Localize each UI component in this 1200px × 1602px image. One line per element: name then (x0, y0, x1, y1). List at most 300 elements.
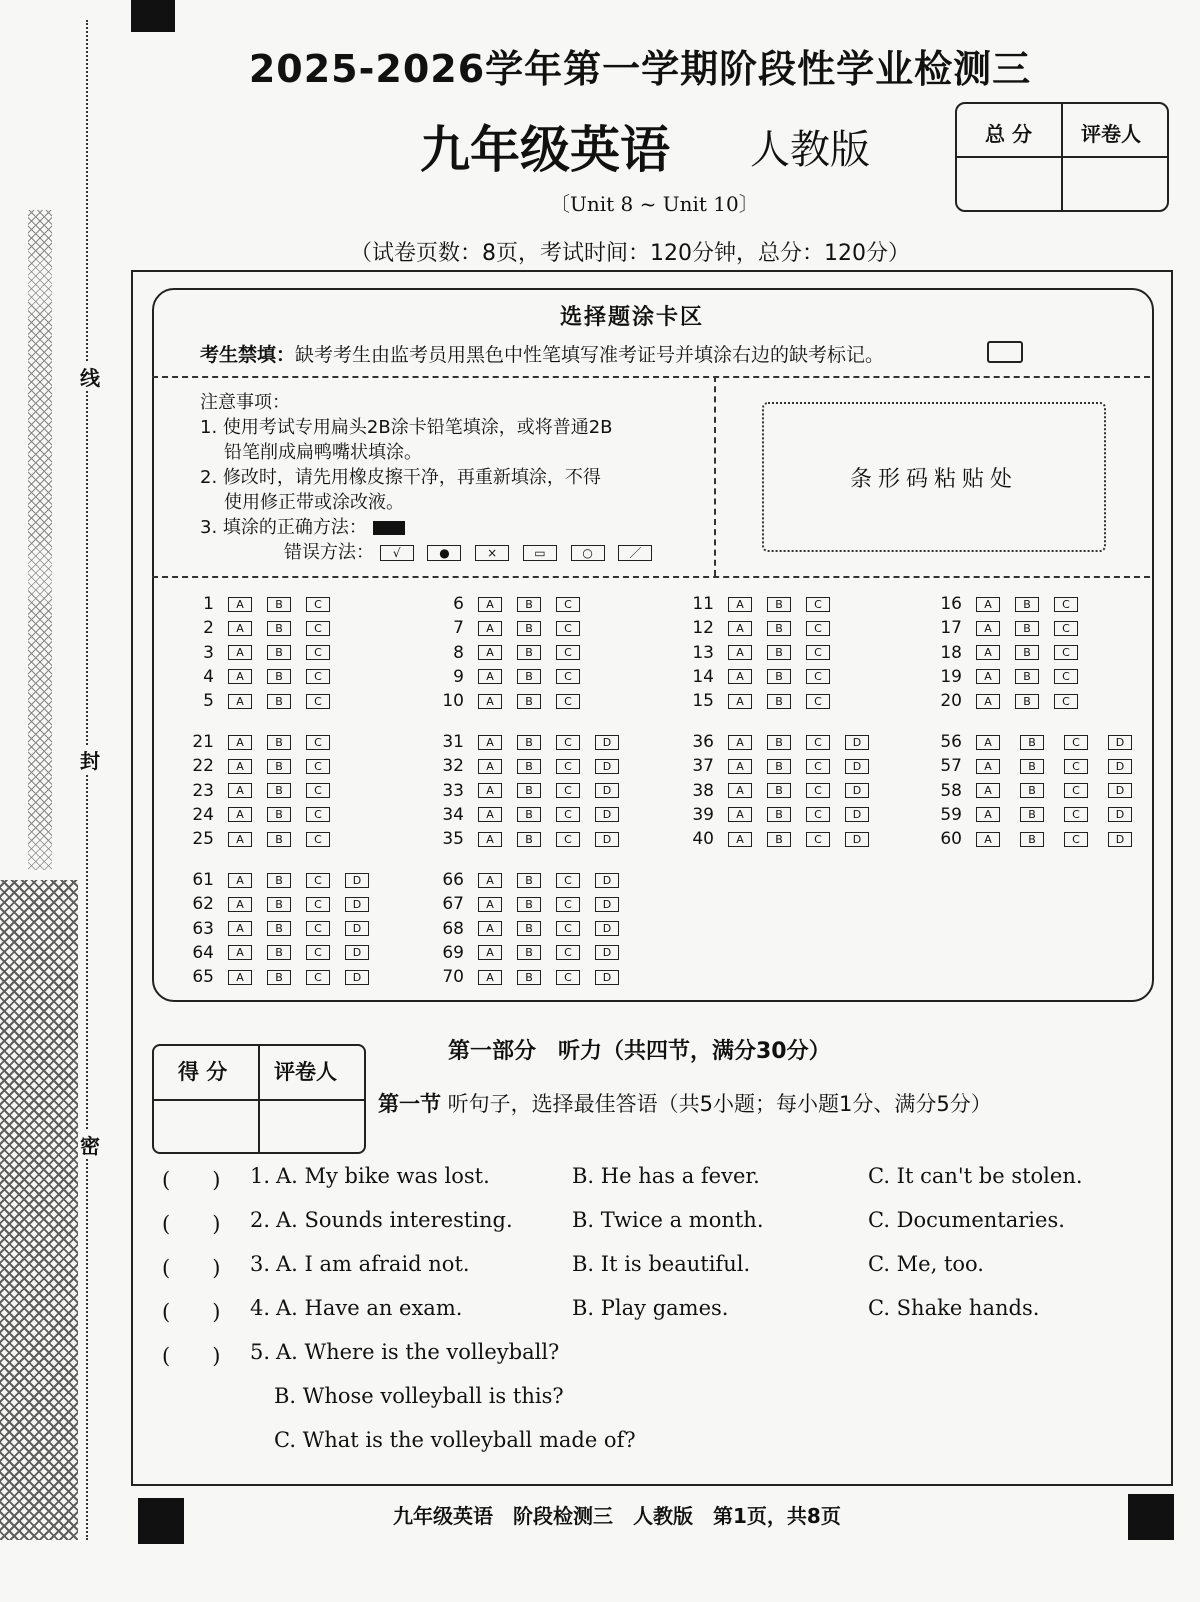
binding-zigzag (28, 210, 52, 870)
option-bubble-c[interactable]: C (1064, 735, 1088, 750)
option-bubble-a[interactable]: A (228, 945, 252, 960)
note-line: 1. 使用考试专用扁头2B涂卡铅笔填涂，或将普通2B (200, 417, 613, 438)
answer-row (190, 730, 345, 754)
grader-label: 评卷人 (1081, 122, 1141, 146)
option-bubble-c[interactable]: C (556, 735, 580, 750)
answer-row (938, 803, 1152, 827)
answer-row-number: 66 (442, 870, 464, 890)
option-bubble-a[interactable]: A (228, 645, 252, 660)
option-bubble-b[interactable]: B (267, 807, 291, 822)
answer-row-number: 22 (192, 756, 214, 777)
option-bubble-d[interactable]: D (595, 832, 619, 847)
option-bubble-a[interactable]: A (478, 735, 502, 750)
option-bubble-a[interactable]: A (976, 597, 1000, 612)
option-bubble-a[interactable]: A (728, 807, 752, 822)
answer-row (440, 665, 595, 689)
option-bubble-a[interactable]: A (228, 832, 252, 847)
option-bubble-b[interactable]: B (517, 873, 541, 888)
answer-row (190, 892, 384, 916)
option-bubble-d[interactable]: D (345, 921, 369, 936)
option-bubble-b[interactable]: B (267, 759, 291, 774)
option-bubble-b[interactable]: B (517, 970, 541, 985)
option-bubble-b[interactable]: B (517, 645, 541, 660)
option-bubble-c[interactable]: C (806, 735, 830, 750)
option-bubble-a[interactable]: A (976, 759, 1000, 774)
part1-title: 第一部分 听力（共四节，满分30分） (448, 1039, 831, 1064)
option-bubble-b[interactable]: B (267, 735, 291, 750)
absent-mark-box[interactable] (987, 341, 1023, 363)
answer-row (440, 941, 634, 965)
answer-row-number: 14 (692, 666, 714, 687)
option-bubble-a[interactable]: A (478, 597, 502, 612)
option-bubble-c[interactable]: C (806, 597, 830, 612)
option-bubble-d[interactable]: D (845, 735, 869, 750)
divider (152, 576, 1150, 578)
option-bubble-c[interactable]: C (306, 621, 330, 636)
answer-row-number: 24 (192, 804, 214, 825)
option-bubble-c[interactable]: C (1054, 597, 1078, 612)
option-bubble-a[interactable]: A (228, 621, 252, 636)
option-bubble-d[interactable]: D (845, 832, 869, 847)
option-bubble-a[interactable]: A (478, 669, 502, 684)
option-bubble-b[interactable]: B (1015, 669, 1039, 684)
option-bubble-a[interactable]: A (478, 921, 502, 936)
answer-row-number: 21 (192, 732, 214, 752)
option-bubble-c[interactable]: C (556, 597, 580, 612)
option-bubble-b[interactable]: B (267, 873, 291, 888)
answer-row-number: 2 (203, 618, 214, 639)
option-bubble-a[interactable]: A (728, 832, 752, 847)
option-bubble-c[interactable]: C (556, 783, 580, 798)
answer-row (938, 616, 1093, 640)
option-bubble-b[interactable]: B (517, 807, 541, 822)
answer-row (190, 941, 384, 965)
answer-row-number: 63 (192, 918, 214, 939)
margin-line-char: 线 (80, 362, 100, 391)
option-bubble-b[interactable]: B (517, 783, 541, 798)
option-bubble-b[interactable]: B (517, 669, 541, 684)
option-bubble-c[interactable]: C (306, 873, 330, 888)
option-bubble-a[interactable]: A (228, 921, 252, 936)
part1-grade-box (152, 1044, 366, 1154)
answer-row (690, 827, 884, 851)
option-bubble-a[interactable]: A (228, 783, 252, 798)
note-line: 铅笔削成扁鸭嘴状填涂。 (224, 442, 422, 463)
option-bubble-d[interactable]: D (595, 783, 619, 798)
option-bubble-b[interactable]: B (1015, 645, 1039, 660)
option-bubble-a[interactable]: A (976, 645, 1000, 660)
option-bubble-b[interactable]: B (517, 832, 541, 847)
total-score-box (955, 102, 1169, 212)
binding-dotted-line (86, 20, 88, 1540)
answer-row-number: 59 (940, 804, 962, 825)
answer-row (190, 689, 345, 713)
option-c: C. What is the volleyball made of? (274, 1428, 636, 1452)
answer-row (190, 665, 345, 689)
exam-title: 2025-2026学年第一学期阶段性学业检测三 (248, 47, 1032, 91)
answer-row-number: 38 (692, 780, 714, 801)
option-bubble-c[interactable]: C (1054, 645, 1078, 660)
answer-row-number: 69 (442, 942, 464, 963)
option-bubble-d[interactable]: D (595, 970, 619, 985)
total-score-label: 总 分 (985, 122, 1032, 146)
note-line: 使用修正带或涂改液。 (224, 492, 404, 513)
option-bubble-c[interactable]: C (1064, 807, 1088, 822)
option-bubble-c[interactable]: C (556, 970, 580, 985)
answer-row (190, 592, 345, 616)
option-bubble-c[interactable]: C (806, 783, 830, 798)
option-bubble-d[interactable]: D (595, 921, 619, 936)
option-bubble-b[interactable]: B (517, 759, 541, 774)
option-bubble-c[interactable]: C (556, 621, 580, 636)
answer-row (440, 754, 634, 778)
answer-row-number: 8 (453, 642, 464, 663)
option-bubble-a[interactable]: A (728, 645, 752, 660)
option-bubble-d[interactable]: D (345, 897, 369, 912)
option-bubble-a[interactable]: A (228, 669, 252, 684)
option-bubble-b[interactable]: B (767, 669, 791, 684)
option-bubble-c[interactable]: C (806, 621, 830, 636)
correct-fill-icon (373, 521, 405, 535)
option-bubble-a[interactable]: A (728, 621, 752, 636)
answer-parenthesis[interactable]: ( ) (162, 1344, 221, 1368)
answer-row (190, 917, 384, 941)
answer-row-number: 57 (940, 756, 962, 777)
option-bubble-b[interactable]: B (267, 597, 291, 612)
option-bubble-d[interactable]: D (345, 970, 369, 985)
option-b: B. It is beautiful. (572, 1252, 751, 1276)
option-bubble-b[interactable]: B (267, 621, 291, 636)
answer-card-title: 选择题涂卡区 (560, 305, 705, 330)
option-bubble-d[interactable]: D (595, 897, 619, 912)
page-footer: 九年级英语 阶段检测三 人教版 第1页，共8页 (393, 1504, 841, 1528)
answer-row-number: 64 (192, 942, 214, 963)
note-line: 2. 修改时，请先用橡皮擦干净，再重新填涂，不得 (200, 467, 601, 488)
option-bubble-c[interactable]: C (1064, 832, 1088, 847)
option-bubble-b[interactable]: B (1015, 694, 1039, 709)
section1-label: 第一节 (378, 1092, 441, 1116)
answer-row (690, 641, 845, 665)
option-bubble-c[interactable]: C (306, 694, 330, 709)
option-c: C. Me, too. (868, 1252, 984, 1276)
wrong-outline-icon: ▭ (523, 545, 557, 561)
answer-row (690, 730, 884, 754)
option-bubble-a[interactable]: A (478, 832, 502, 847)
option-bubble-a[interactable]: A (228, 970, 252, 985)
option-bubble-a[interactable]: A (976, 694, 1000, 709)
option-bubble-b[interactable]: B (767, 694, 791, 709)
question-number: 2. (250, 1208, 271, 1232)
option-bubble-a[interactable]: A (478, 970, 502, 985)
answer-row-number: 40 (692, 829, 714, 850)
option-bubble-b[interactable]: B (767, 621, 791, 636)
option-bubble-d[interactable]: D (1108, 735, 1132, 750)
option-bubble-b[interactable]: B (267, 832, 291, 847)
option-bubble-a[interactable]: A (228, 759, 252, 774)
answer-row-number: 17 (940, 618, 962, 639)
question-number: 5. (250, 1340, 271, 1364)
option-bubble-c[interactable]: C (1054, 621, 1078, 636)
answer-parenthesis[interactable]: ( ) (162, 1168, 221, 1192)
option-bubble-b[interactable]: B (1020, 807, 1044, 822)
option-bubble-b[interactable]: B (1020, 759, 1044, 774)
option-bubble-c[interactable]: C (306, 807, 330, 822)
option-bubble-c[interactable]: C (306, 669, 330, 684)
answer-row-number: 68 (442, 918, 464, 939)
option-bubble-a[interactable]: A (478, 621, 502, 636)
option-bubble-b[interactable]: B (767, 645, 791, 660)
option-bubble-b[interactable]: B (767, 807, 791, 822)
option-bubble-b[interactable]: B (767, 783, 791, 798)
answer-row-number: 34 (442, 804, 464, 825)
option-bubble-a[interactable]: A (728, 783, 752, 798)
option-bubble-a[interactable]: A (228, 807, 252, 822)
answer-row (690, 592, 845, 616)
option-bubble-c[interactable]: C (806, 694, 830, 709)
option-bubble-a[interactable]: A (728, 694, 752, 709)
answer-parenthesis[interactable]: ( ) (162, 1300, 221, 1324)
option-a: A. Sounds interesting. (276, 1208, 513, 1232)
exam-note-text: 缺考考生由监考员用黑色中性笔填写准考证号并填涂右边的缺考标记。 (295, 344, 885, 366)
option-b: B. Twice a month. (572, 1208, 764, 1232)
option-bubble-a[interactable]: A (228, 873, 252, 888)
option-bubble-b[interactable]: B (767, 832, 791, 847)
exam-info: （试卷页数：8页，考试时间：120分钟，总分：120分） (350, 241, 910, 266)
answer-row-number: 31 (442, 732, 464, 752)
option-bubble-a[interactable]: A (228, 694, 252, 709)
option-bubble-c[interactable]: C (556, 669, 580, 684)
option-bubble-b[interactable]: B (1020, 735, 1044, 750)
option-bubble-b[interactable]: B (767, 597, 791, 612)
answer-row-number: 32 (442, 756, 464, 777)
option-c: C. It can't be stolen. (868, 1164, 1083, 1188)
answer-row-number: 70 (442, 967, 464, 988)
option-bubble-a[interactable]: A (728, 669, 752, 684)
option-bubble-b[interactable]: B (517, 694, 541, 709)
answer-row-number: 61 (192, 870, 214, 890)
option-bubble-b[interactable]: B (517, 597, 541, 612)
option-bubble-d[interactable]: D (845, 759, 869, 774)
option-bubble-d[interactable]: D (845, 783, 869, 798)
option-bubble-c[interactable]: C (556, 832, 580, 847)
option-bubble-b[interactable]: B (767, 759, 791, 774)
option-bubble-b[interactable]: B (767, 735, 791, 750)
option-bubble-a[interactable]: A (728, 759, 752, 774)
corner-mark-bottom-left (138, 1498, 184, 1544)
option-bubble-c[interactable]: C (806, 645, 830, 660)
option-bubble-c[interactable]: C (1064, 783, 1088, 798)
notes-title: 注意事项： (200, 392, 290, 413)
option-bubble-c[interactable]: C (306, 832, 330, 847)
option-bubble-c[interactable]: C (806, 832, 830, 847)
option-bubble-a[interactable]: A (478, 873, 502, 888)
answer-row (190, 868, 384, 892)
answer-row-number: 23 (192, 780, 214, 801)
option-bubble-c[interactable]: C (306, 921, 330, 936)
option-bubble-c[interactable]: C (1054, 694, 1078, 709)
option-a: A. My bike was lost. (276, 1164, 490, 1188)
answer-row (938, 592, 1093, 616)
option-bubble-c[interactable]: C (306, 897, 330, 912)
option-bubble-d[interactable]: D (1108, 832, 1132, 847)
option-bubble-a[interactable]: A (228, 897, 252, 912)
option-bubble-b[interactable]: B (267, 645, 291, 660)
option-bubble-b[interactable]: B (1020, 783, 1044, 798)
answer-row-number: 33 (442, 780, 464, 801)
units-range: 〔Unit 8 ~ Unit 10〕 (550, 192, 759, 216)
option-bubble-c[interactable]: C (556, 897, 580, 912)
corner-mark-bottom-right (1128, 1494, 1174, 1540)
answer-row (938, 779, 1152, 803)
option-bubble-a[interactable]: A (728, 735, 752, 750)
option-bubble-a[interactable]: A (478, 783, 502, 798)
option-bubble-d[interactable]: D (595, 735, 619, 750)
answer-row-number: 35 (442, 829, 464, 850)
answer-row (190, 641, 345, 665)
option-bubble-a[interactable]: A (228, 597, 252, 612)
answer-row-number: 25 (192, 829, 214, 850)
option-bubble-d[interactable]: D (595, 873, 619, 888)
answer-row (440, 689, 595, 713)
option-bubble-d[interactable]: D (595, 759, 619, 774)
option-bubble-b[interactable]: B (267, 970, 291, 985)
wrong-method-label: 错误方法： (284, 542, 374, 563)
option-b: B. Play games. (572, 1296, 729, 1320)
option-bubble-d[interactable]: D (1108, 759, 1132, 774)
answer-row (190, 754, 345, 778)
option-bubble-b[interactable]: B (1015, 597, 1039, 612)
option-bubble-d[interactable]: D (345, 873, 369, 888)
option-bubble-b[interactable]: B (517, 945, 541, 960)
answer-row-number: 65 (192, 967, 214, 988)
answer-parenthesis[interactable]: ( ) (162, 1256, 221, 1280)
option-bubble-a[interactable]: A (228, 735, 252, 750)
option-bubble-c[interactable]: C (306, 945, 330, 960)
option-bubble-a[interactable]: A (478, 759, 502, 774)
option-bubble-a[interactable]: A (976, 832, 1000, 847)
answer-row (190, 803, 345, 827)
corner-mark-top-left (131, 0, 175, 32)
option-bubble-c[interactable]: C (806, 669, 830, 684)
option-bubble-a[interactable]: A (728, 597, 752, 612)
wrong-cross-icon: × (475, 545, 509, 561)
answer-row (938, 689, 1093, 713)
option-bubble-a[interactable]: A (976, 807, 1000, 822)
answer-row-number: 37 (692, 756, 714, 777)
option-bubble-a[interactable]: A (976, 783, 1000, 798)
answer-row-number: 20 (940, 691, 962, 712)
binding-hatch (0, 880, 78, 1540)
question-number: 3. (250, 1252, 271, 1276)
option-bubble-b[interactable]: B (267, 945, 291, 960)
option-bubble-b[interactable]: B (517, 735, 541, 750)
option-bubble-c[interactable]: C (556, 694, 580, 709)
option-bubble-b[interactable]: B (517, 621, 541, 636)
option-bubble-c[interactable]: C (806, 807, 830, 822)
wrong-dot-icon: ● (427, 545, 461, 561)
option-bubble-d[interactable]: D (1108, 783, 1132, 798)
option-bubble-b[interactable]: B (267, 669, 291, 684)
answer-row (938, 754, 1152, 778)
answer-row (440, 730, 634, 754)
option-bubble-c[interactable]: C (556, 759, 580, 774)
option-bubble-a[interactable]: A (478, 807, 502, 822)
answer-row-number: 36 (692, 732, 714, 752)
option-bubble-d[interactable]: D (345, 945, 369, 960)
option-bubble-a[interactable]: A (478, 645, 502, 660)
part1-grader-label: 评卷人 (274, 1060, 337, 1084)
answer-row (190, 779, 345, 803)
option-bubble-c[interactable]: C (556, 921, 580, 936)
option-bubble-b[interactable]: B (1020, 832, 1044, 847)
answer-row (440, 592, 595, 616)
answer-row-number: 11 (692, 594, 714, 614)
option-bubble-c[interactable]: C (806, 759, 830, 774)
answer-row-number: 9 (453, 666, 464, 687)
answer-row (440, 868, 634, 892)
option-bubble-a[interactable]: A (976, 735, 1000, 750)
edition-label: 人教版 (750, 127, 870, 173)
option-bubble-d[interactable]: D (1108, 807, 1132, 822)
option-bubble-b[interactable]: B (517, 921, 541, 936)
option-bubble-c[interactable]: C (1064, 759, 1088, 774)
answer-row (440, 779, 634, 803)
option-bubble-c[interactable]: C (556, 873, 580, 888)
answer-row (440, 803, 634, 827)
option-bubble-c[interactable]: C (306, 597, 330, 612)
option-bubble-c[interactable]: C (306, 759, 330, 774)
option-bubble-a[interactable]: A (478, 694, 502, 709)
answer-row-number: 3 (203, 642, 214, 663)
option-bubble-b[interactable]: B (1015, 621, 1039, 636)
correct-method (200, 515, 660, 540)
option-bubble-c[interactable]: C (556, 945, 580, 960)
option-bubble-d[interactable]: D (845, 807, 869, 822)
option-bubble-a[interactable]: A (478, 945, 502, 960)
divider (152, 376, 1150, 378)
answer-row (190, 827, 345, 851)
option-bubble-b[interactable]: B (267, 897, 291, 912)
option-bubble-a[interactable]: A (976, 669, 1000, 684)
option-bubble-d[interactable]: D (595, 945, 619, 960)
option-b: B. He has a fever. (572, 1164, 760, 1188)
answer-row-number: 62 (192, 894, 214, 915)
option-bubble-a[interactable]: A (976, 621, 1000, 636)
option-bubble-b[interactable]: B (267, 921, 291, 936)
answer-row-number: 6 (453, 594, 464, 614)
answer-row-number: 60 (940, 829, 962, 850)
option-bubble-c[interactable]: C (1054, 669, 1078, 684)
option-bubble-a[interactable]: A (478, 897, 502, 912)
answer-row-number: 5 (203, 691, 214, 712)
option-bubble-b[interactable]: B (267, 694, 291, 709)
option-bubble-c[interactable]: C (306, 783, 330, 798)
answer-row (938, 641, 1093, 665)
option-bubble-c[interactable]: C (556, 645, 580, 660)
option-bubble-c[interactable]: C (306, 645, 330, 660)
option-bubble-b[interactable]: B (267, 783, 291, 798)
option-bubble-b[interactable]: B (517, 897, 541, 912)
answer-parenthesis[interactable]: ( ) (162, 1212, 221, 1236)
option-bubble-c[interactable]: C (306, 735, 330, 750)
option-bubble-c[interactable]: C (306, 970, 330, 985)
option-bubble-c[interactable]: C (556, 807, 580, 822)
option-c: C. Documentaries. (868, 1208, 1065, 1232)
margin-seal-char: 封 (80, 745, 100, 774)
option-bubble-d[interactable]: D (595, 807, 619, 822)
answer-row (690, 689, 845, 713)
answer-row-number: 19 (940, 666, 962, 687)
